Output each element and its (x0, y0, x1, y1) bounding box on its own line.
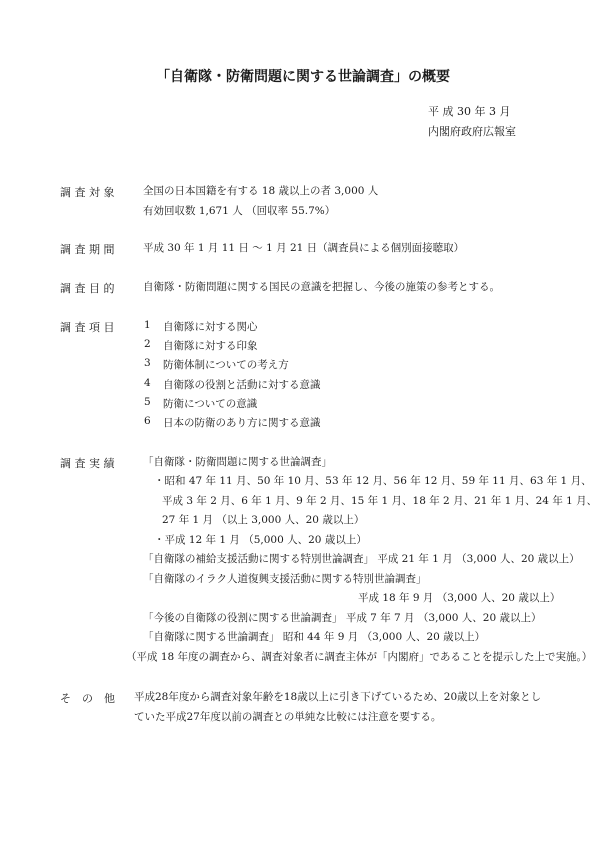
list-item: 自衛隊の役割と活動に対する意識 (163, 379, 321, 391)
record-sdf-survey: 「自衛隊に関する世論調査」 昭和 44 年 9 月 （3,000 人、20 歳以上） (143, 631, 486, 643)
section-label-target: 調 査 対 象 (60, 186, 115, 199)
record-note: （平成 18 年度の調査から、調査対象者に調査主体が「内閣府」であることを提示した上で実施。） (126, 651, 593, 663)
record-dates-line-4: ・平成 12 年 1 月 （5,000 人、20 歳以上） (154, 534, 367, 546)
record-future-role-survey: 「今後の自衛隊の役割に関する世論調査」 平成 7 年 7 月 （3,000 人、20 歳以上） (143, 612, 542, 624)
issuer-block (428, 102, 516, 142)
section-label-items: 調 査 項 目 (60, 321, 115, 334)
section-label-period: 調 査 期 間 (60, 243, 115, 256)
list-item-number: 2 (144, 338, 151, 350)
list-item: 防衛体制についての考え方 (163, 359, 289, 371)
record-special-survey-1: 「自衛隊の補給支援活動に関する特別世論調査」 平成 21 年 1 月 （3,000 人、20 歳以上） (143, 553, 580, 565)
list-item: 防衛についての意識 (163, 398, 258, 410)
list-item-number: 5 (144, 396, 151, 408)
record-special-survey-2-date: 平成 18 年 9 月 （3,000 人、20 歳以上） (358, 592, 561, 604)
record-survey-name: 「自衛隊・防衛問題に関する世論調査」 (143, 456, 332, 468)
section-label-record: 調 査 実 績 (60, 457, 115, 470)
list-item-number: 4 (144, 377, 151, 389)
period-text: 平成 30 年 1 月 11 日 〜 1 月 21 日（調査員による個別面接聴取） (143, 242, 465, 254)
list-item: 自衛隊に対する関心 (163, 321, 258, 333)
list-item: 日本の防衛のあり方に関する意識 (163, 417, 321, 429)
list-item-number: 6 (144, 415, 151, 427)
page-title: 「自衛隊・防衛問題に関する世論調査」の概要 (156, 69, 450, 85)
record-special-survey-2: 「自衛隊のイラク人道復興支援活動に関する特別世論調査」 (143, 573, 427, 585)
record-dates-line-3: 27 年 1 月 （以上 3,000 人、20 歳以上） (162, 514, 365, 526)
section-label-other: そ の 他 (60, 692, 115, 705)
list-item-number: 1 (144, 319, 151, 331)
other-line-2: ていた平成27年度以前の調査との単純な比較には注意を要する。 (134, 711, 442, 723)
record-dates-line-1: ・昭和 47 年 11 月、50 年 10 月、53 年 12 月、56 年 12 月、59 年 11 月、63 年 1 月、 (154, 475, 592, 487)
list-item-number: 3 (144, 357, 151, 369)
other-line-1: 平成28年度から調査対象年齢を18歳以上に引き下げているため、20歳以上を対象とし (134, 691, 542, 703)
target-line-2: 有効回収数 1,671 人 （回収率 55.7%） (143, 205, 336, 217)
issuing-office: 内閣府政府広報室 (428, 125, 516, 138)
target-line-1: 全国の日本国籍を有する 18 歳以上の者 3,000 人 (143, 185, 379, 197)
list-item: 自衛隊に対する印象 (163, 340, 258, 352)
issue-date: 平 成 30 年 3 月 (428, 105, 511, 118)
record-dates-line-2: 平成 3 年 2 月、6 年 1 月、9 年 2 月、15 年 1 月、18 年 2 月、21 年 1 月、24 年 1 月、 (162, 495, 598, 507)
section-label-purpose: 調 査 目 的 (60, 282, 115, 295)
purpose-text: 自衛隊・防衛問題に関する国民の意識を把握し、今後の施策の参考とする。 (143, 281, 500, 293)
